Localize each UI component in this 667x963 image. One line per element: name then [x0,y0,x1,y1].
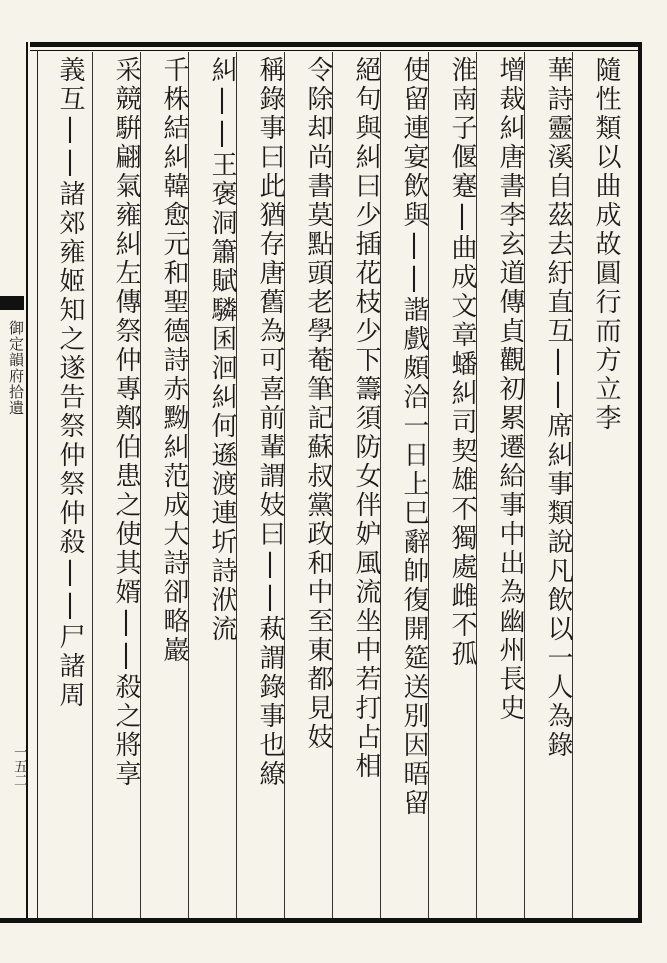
text-column-5 [392,56,436,912]
frame-top-border [30,42,642,47]
text-column-1 [584,56,628,912]
fold-page-number: 一五二 [12,745,28,787]
frame-left-border [26,42,28,922]
frame-right-border [638,42,642,923]
column-rule [92,52,93,918]
frame-bottom-border [0,918,642,923]
column-text: 淮南子偃蹇|曲成文章蟠糾司契雄不獨處雌不孤 [447,56,477,669]
text-column-2 [536,56,580,912]
text-column-12 [48,56,92,912]
column-text: 增裁糾唐書李玄道傳貞觀初累遷給事中出為幽州長史 [495,56,525,723]
text-column-3 [488,56,532,912]
column-text: 華詩靈溪自茲去紆直互||席糾事類說凡飲以一人為錄 [543,56,573,760]
frame-top-inner-border [30,50,642,51]
column-text: 采競騈翩氣雍糾左傳祭仲專鄭伯患之使其婿||殺之將享 [111,56,141,789]
column-text: 使留連宴飲與||諧戲頗洽一日上巳辭帥復開筵送別因晤留 [399,56,429,818]
column-text: 糾||王褒洞簫賦驎囷洄糾何遜渡連圻詩洑流 [207,56,237,644]
text-column-6 [344,56,388,912]
fold-line [37,50,38,918]
column-text: 絕句與糾曰少插花枝少下籌須防女伴妒風流坐中若打占相 [351,56,381,781]
column-text: 義互||諸郊雍姬知之遂告祭仲祭仲殺||尸諸周 [55,56,85,710]
text-column-11 [104,56,148,912]
text-column-8 [248,56,292,912]
column-text: 隨性類以曲成故圓行而方立李 [591,56,621,433]
fold-fishtail-mark [0,296,24,310]
column-text: 千株結糾韓愈元和聖德詩赤黝糾范成大詩卻略巖 [159,56,189,665]
fold-title: 御定韻府拾遺 [7,320,25,416]
column-text: 令除却尚書莫點頭老學菴筆記蘇叔黨政和中至東都見妓 [303,56,333,752]
text-column-7 [296,56,340,912]
text-column-10 [152,56,196,912]
column-text: 稱錄事曰此猶存唐舊為可喜前輩謂妓曰||萟謂錄事也繚 [255,56,285,789]
text-column-4 [440,56,484,912]
text-column-9 [200,56,244,912]
